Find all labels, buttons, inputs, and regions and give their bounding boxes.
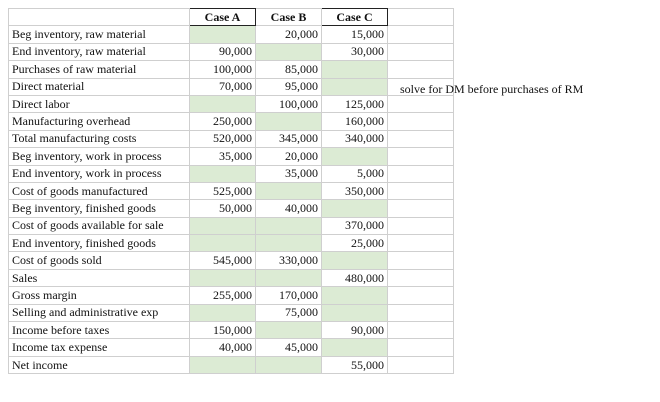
case-a-cell[interactable] bbox=[190, 217, 256, 234]
case-a-cell[interactable]: 255,000 bbox=[190, 287, 256, 304]
case-a-cell[interactable]: 35,000 bbox=[190, 148, 256, 165]
case-b-cell[interactable]: 75,000 bbox=[256, 304, 322, 321]
case-c-cell[interactable]: 25,000 bbox=[322, 235, 388, 252]
case-a-cell[interactable]: 50,000 bbox=[190, 200, 256, 217]
case-a-cell[interactable]: 70,000 bbox=[190, 78, 256, 95]
case-c-cell[interactable]: 30,000 bbox=[322, 43, 388, 60]
cost-table bbox=[8, 8, 454, 374]
extra-cell[interactable] bbox=[388, 269, 454, 286]
case-c-cell[interactable] bbox=[322, 339, 388, 356]
row-label[interactable]: Sales bbox=[9, 269, 190, 286]
case-b-cell[interactable]: 85,000 bbox=[256, 61, 322, 78]
table-row bbox=[9, 269, 454, 286]
case-c-cell[interactable]: 350,000 bbox=[322, 182, 388, 199]
extra-cell[interactable] bbox=[388, 43, 454, 60]
row-label[interactable]: Purchases of raw material bbox=[9, 61, 190, 78]
table-row bbox=[9, 304, 454, 321]
case-b-cell[interactable] bbox=[256, 235, 322, 252]
case-a-cell[interactable] bbox=[190, 304, 256, 321]
case-b-cell[interactable] bbox=[256, 322, 322, 339]
extra-cell[interactable] bbox=[388, 165, 454, 182]
row-label[interactable]: Income tax expense bbox=[9, 339, 190, 356]
header-row bbox=[9, 9, 454, 26]
table-row bbox=[9, 113, 454, 130]
case-b-cell[interactable] bbox=[256, 182, 322, 199]
case-a-cell[interactable]: 90,000 bbox=[190, 43, 256, 60]
case-c-cell[interactable] bbox=[322, 148, 388, 165]
case-c-cell[interactable]: 90,000 bbox=[322, 322, 388, 339]
table-row bbox=[9, 252, 454, 269]
row-label[interactable]: Manufacturing overhead bbox=[9, 113, 190, 130]
case-c-cell[interactable]: 480,000 bbox=[322, 269, 388, 286]
row-label[interactable]: Cost of goods manufactured bbox=[9, 182, 190, 199]
extra-cell[interactable] bbox=[388, 287, 454, 304]
case-c-cell[interactable] bbox=[322, 252, 388, 269]
case-b-cell[interactable] bbox=[256, 217, 322, 234]
row-label[interactable]: Cost of goods available for sale bbox=[9, 217, 190, 234]
table-row bbox=[9, 182, 454, 199]
case-c-cell[interactable] bbox=[322, 287, 388, 304]
table-row bbox=[9, 235, 454, 252]
extra-cell[interactable] bbox=[388, 252, 454, 269]
case-a-cell[interactable] bbox=[190, 269, 256, 286]
header-label-cell[interactable] bbox=[9, 9, 190, 26]
table-row bbox=[9, 165, 454, 182]
case-a-cell[interactable]: 545,000 bbox=[190, 252, 256, 269]
row-label[interactable]: Cost of goods sold bbox=[9, 252, 190, 269]
case-c-cell[interactable] bbox=[322, 78, 388, 95]
case-a-cell[interactable]: 100,000 bbox=[190, 61, 256, 78]
extra-cell[interactable] bbox=[388, 95, 454, 112]
case-a-cell[interactable]: 40,000 bbox=[190, 339, 256, 356]
header-case-c[interactable]: Case C bbox=[322, 9, 388, 26]
case-c-cell[interactable]: 125,000 bbox=[322, 95, 388, 112]
case-c-cell[interactable]: 55,000 bbox=[322, 356, 388, 373]
row-label[interactable]: Beg inventory, work in process bbox=[9, 148, 190, 165]
case-b-cell[interactable]: 95,000 bbox=[256, 78, 322, 95]
extra-cell[interactable] bbox=[388, 304, 454, 321]
row-label[interactable]: Beg inventory, finished goods bbox=[9, 200, 190, 217]
header-case-a[interactable]: Case A bbox=[190, 9, 256, 26]
case-b-cell[interactable]: 345,000 bbox=[256, 130, 322, 147]
row-label[interactable]: Income before taxes bbox=[9, 322, 190, 339]
case-a-cell[interactable] bbox=[190, 235, 256, 252]
extra-cell[interactable] bbox=[388, 9, 454, 26]
extra-cell[interactable] bbox=[388, 356, 454, 373]
row-label[interactable]: End inventory, raw material bbox=[9, 43, 190, 60]
extra-cell[interactable] bbox=[388, 182, 454, 199]
case-a-cell[interactable] bbox=[190, 356, 256, 373]
case-b-cell[interactable] bbox=[256, 43, 322, 60]
table-row bbox=[9, 43, 454, 60]
extra-cell[interactable] bbox=[388, 235, 454, 252]
table-row bbox=[9, 130, 454, 147]
case-c-cell[interactable]: 370,000 bbox=[322, 217, 388, 234]
case-c-cell[interactable]: 340,000 bbox=[322, 130, 388, 147]
case-b-cell[interactable]: 20,000 bbox=[256, 26, 322, 43]
case-c-cell[interactable]: 5,000 bbox=[322, 165, 388, 182]
table-row bbox=[9, 148, 454, 165]
row-label[interactable]: End inventory, work in process bbox=[9, 165, 190, 182]
row-label[interactable]: End inventory, finished goods bbox=[9, 235, 190, 252]
case-b-cell[interactable] bbox=[256, 269, 322, 286]
extra-cell[interactable] bbox=[388, 339, 454, 356]
case-b-cell[interactable]: 40,000 bbox=[256, 200, 322, 217]
extra-cell[interactable] bbox=[388, 26, 454, 43]
row-label[interactable]: Gross margin bbox=[9, 287, 190, 304]
extra-cell[interactable] bbox=[388, 322, 454, 339]
row-label[interactable]: Net income bbox=[9, 356, 190, 373]
row-label[interactable]: Beg inventory, raw material bbox=[9, 26, 190, 43]
extra-cell[interactable] bbox=[388, 130, 454, 147]
extra-cell[interactable] bbox=[388, 113, 454, 130]
table-row bbox=[9, 217, 454, 234]
case-a-cell[interactable]: 250,000 bbox=[190, 113, 256, 130]
extra-cell[interactable] bbox=[388, 61, 454, 78]
table-row bbox=[9, 61, 454, 78]
table-row bbox=[9, 200, 454, 217]
case-c-cell[interactable]: 15,000 bbox=[322, 26, 388, 43]
table-row bbox=[9, 95, 454, 112]
case-b-cell[interactable]: 100,000 bbox=[256, 95, 322, 112]
case-a-cell[interactable]: 150,000 bbox=[190, 322, 256, 339]
case-a-cell[interactable] bbox=[190, 95, 256, 112]
extra-cell[interactable] bbox=[388, 217, 454, 234]
table-row bbox=[9, 78, 454, 95]
case-b-cell[interactable] bbox=[256, 356, 322, 373]
row-label[interactable]: Total manufacturing costs bbox=[9, 130, 190, 147]
table-row bbox=[9, 356, 454, 373]
case-b-cell[interactable]: 35,000 bbox=[256, 165, 322, 182]
case-a-cell[interactable]: 525,000 bbox=[190, 182, 256, 199]
case-a-cell[interactable]: 520,000 bbox=[190, 130, 256, 147]
row-label[interactable]: Selling and administrative exp bbox=[9, 304, 190, 321]
case-a-cell[interactable] bbox=[190, 165, 256, 182]
case-b-cell[interactable]: 45,000 bbox=[256, 339, 322, 356]
header-case-b[interactable]: Case B bbox=[256, 9, 322, 26]
case-b-cell[interactable]: 20,000 bbox=[256, 148, 322, 165]
case-b-cell[interactable]: 170,000 bbox=[256, 287, 322, 304]
case-c-cell[interactable]: 160,000 bbox=[322, 113, 388, 130]
table-row bbox=[9, 339, 454, 356]
table-row bbox=[9, 322, 454, 339]
row-label[interactable]: Direct labor bbox=[9, 95, 190, 112]
row-label[interactable]: Direct material bbox=[9, 78, 190, 95]
case-c-cell[interactable] bbox=[322, 61, 388, 78]
table-row bbox=[9, 287, 454, 304]
case-a-cell[interactable] bbox=[190, 26, 256, 43]
case-c-cell[interactable] bbox=[322, 200, 388, 217]
table-row bbox=[9, 26, 454, 43]
case-b-cell[interactable] bbox=[256, 113, 322, 130]
extra-cell[interactable] bbox=[388, 200, 454, 217]
solve-note: solve for DM before purchases of RM bbox=[400, 82, 584, 96]
extra-cell[interactable] bbox=[388, 148, 454, 165]
case-c-cell[interactable] bbox=[322, 304, 388, 321]
case-b-cell[interactable]: 330,000 bbox=[256, 252, 322, 269]
